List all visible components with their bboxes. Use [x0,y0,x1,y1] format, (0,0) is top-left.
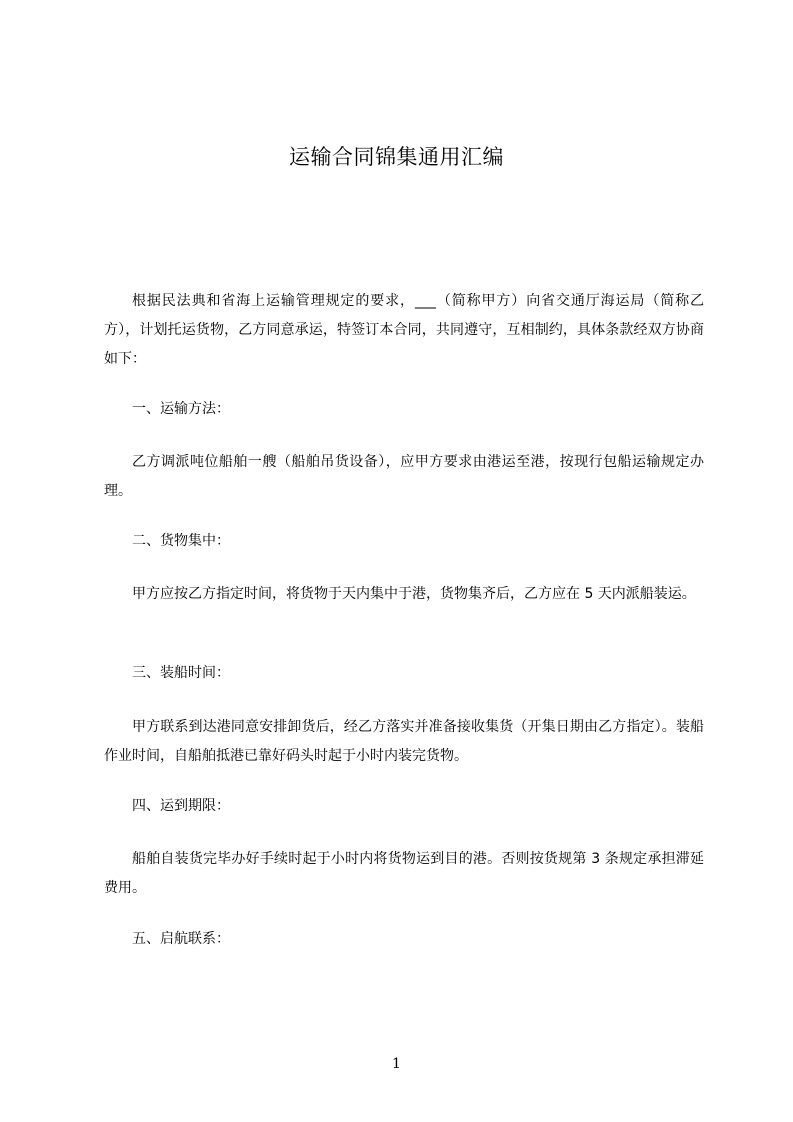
section-heading-departure-contact: 五、启航联系： [132,931,230,947]
section-heading-transport-method: 一、运输方法： [132,401,230,417]
document-title: 运输合同锦集通用汇编 [289,145,504,169]
section-heading-delivery-deadline: 四、运到期限： [132,798,230,814]
section-heading-cargo-collection: 二、货物集中： [132,533,230,549]
section-body-transport-method: 乙方调派吨位船舶一艘（船舶吊货设备），应甲方要求由港运至港，按现行包船运输规定办理。 [104,454,704,499]
section-heading-loading-time: 三、装船时间： [132,665,230,681]
page-number: 1 [392,1056,401,1072]
intro-paragraph: 根据民法典和省海上运输管理规定的要求，___（简称甲方）向省交通厅海运局（简称乙方），计划托运货物，乙方同意承运，特签订本合同，共同遵守，互相制约，具体条款经双方协商如下： [104,293,704,367]
section-body-delivery-deadline: 船舶自装货完毕办好手续时起于小时内将货物运到目的港。否则按货规第 3 条规定承担滞延费用。 [104,851,704,896]
section-body-loading-time: 甲方联系到达港同意安排卸货后，经乙方落实并准备接收集货（开集日期由乙方指定）。装船作业时间，自船舶抵港已靠好码头时起于小时内装完货物。 [104,719,704,764]
section-body-cargo-collection: 甲方应按乙方指定时间，将货物于天内集中于港，货物集齐后，乙方应在 5 天内派船装运。 [132,586,696,602]
